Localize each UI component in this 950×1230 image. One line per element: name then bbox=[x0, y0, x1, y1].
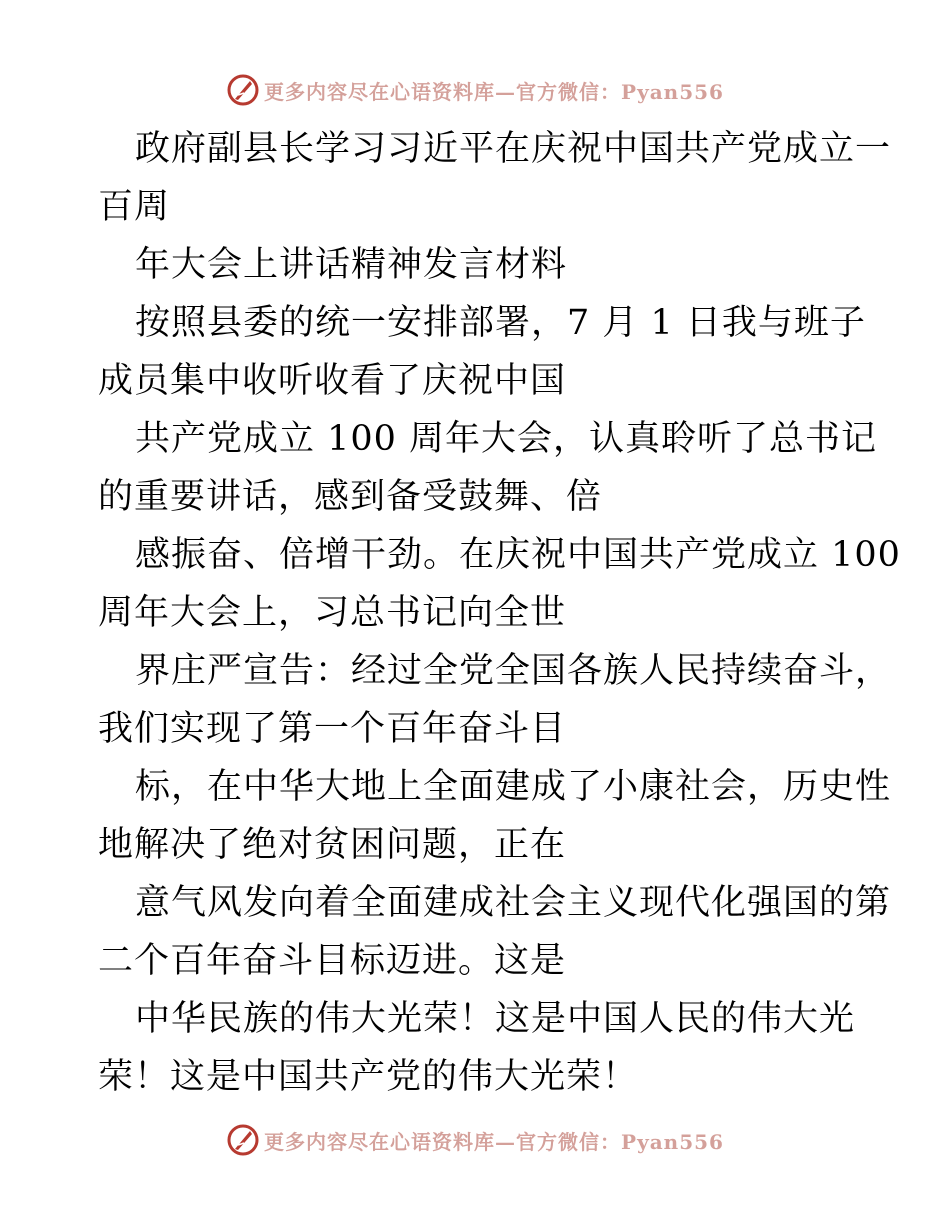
text-line: 年大会上讲话精神发言材料 bbox=[135, 245, 568, 285]
watermark-text: 更多内容尽在心语资料库—官方微信：Pyan556 bbox=[264, 79, 724, 104]
text-line: 标，在中华大地上全面建成了小康社会，历史性 bbox=[135, 767, 892, 807]
footer-watermark bbox=[0, 1120, 950, 1160]
header-watermark bbox=[0, 70, 950, 110]
text-line: 中华民族的伟大光荣！这是中国人民的伟大光 bbox=[135, 999, 856, 1039]
quill-logo-icon bbox=[226, 73, 260, 107]
text-line: 界庄严宣告：经过全党全国各族人民持续奋斗， bbox=[135, 651, 892, 691]
text-line: 地解决了绝对贫困问题，正在 bbox=[98, 825, 567, 865]
text-line: 成员集中收听收看了庆祝中国 bbox=[98, 361, 567, 401]
text-line: 感振奋、倍增干劲。在庆祝中国共产党成立 100 bbox=[135, 535, 901, 575]
watermark-text: 更多内容尽在心语资料库—官方微信：Pyan556 bbox=[264, 1129, 724, 1154]
text-line: 意气风发向着全面建成社会主义现代化强国的第 bbox=[135, 883, 892, 923]
text-line: 百周 bbox=[98, 187, 171, 227]
text-line: 二个百年奋斗目标迈进。这是 bbox=[98, 941, 567, 981]
quill-logo-icon bbox=[226, 1123, 260, 1157]
text-line: 政府副县长学习习近平在庆祝中国共产党成立一 bbox=[135, 129, 892, 169]
text-line: 我们实现了第一个百年奋斗目 bbox=[98, 709, 567, 749]
document-body bbox=[98, 120, 901, 1106]
text-line: 按照县委的统一安排部署，7 月 1 日我与班子 bbox=[135, 303, 866, 343]
text-line: 荣！这是中国共产党的伟大光荣！ bbox=[98, 1057, 639, 1097]
text-line: 周年大会上，习总书记向全世 bbox=[98, 593, 567, 633]
text-line: 的重要讲话，感到备受鼓舞、倍 bbox=[98, 477, 603, 517]
text-line: 共产党成立 100 周年大会，认真聆听了总书记 bbox=[135, 419, 878, 459]
